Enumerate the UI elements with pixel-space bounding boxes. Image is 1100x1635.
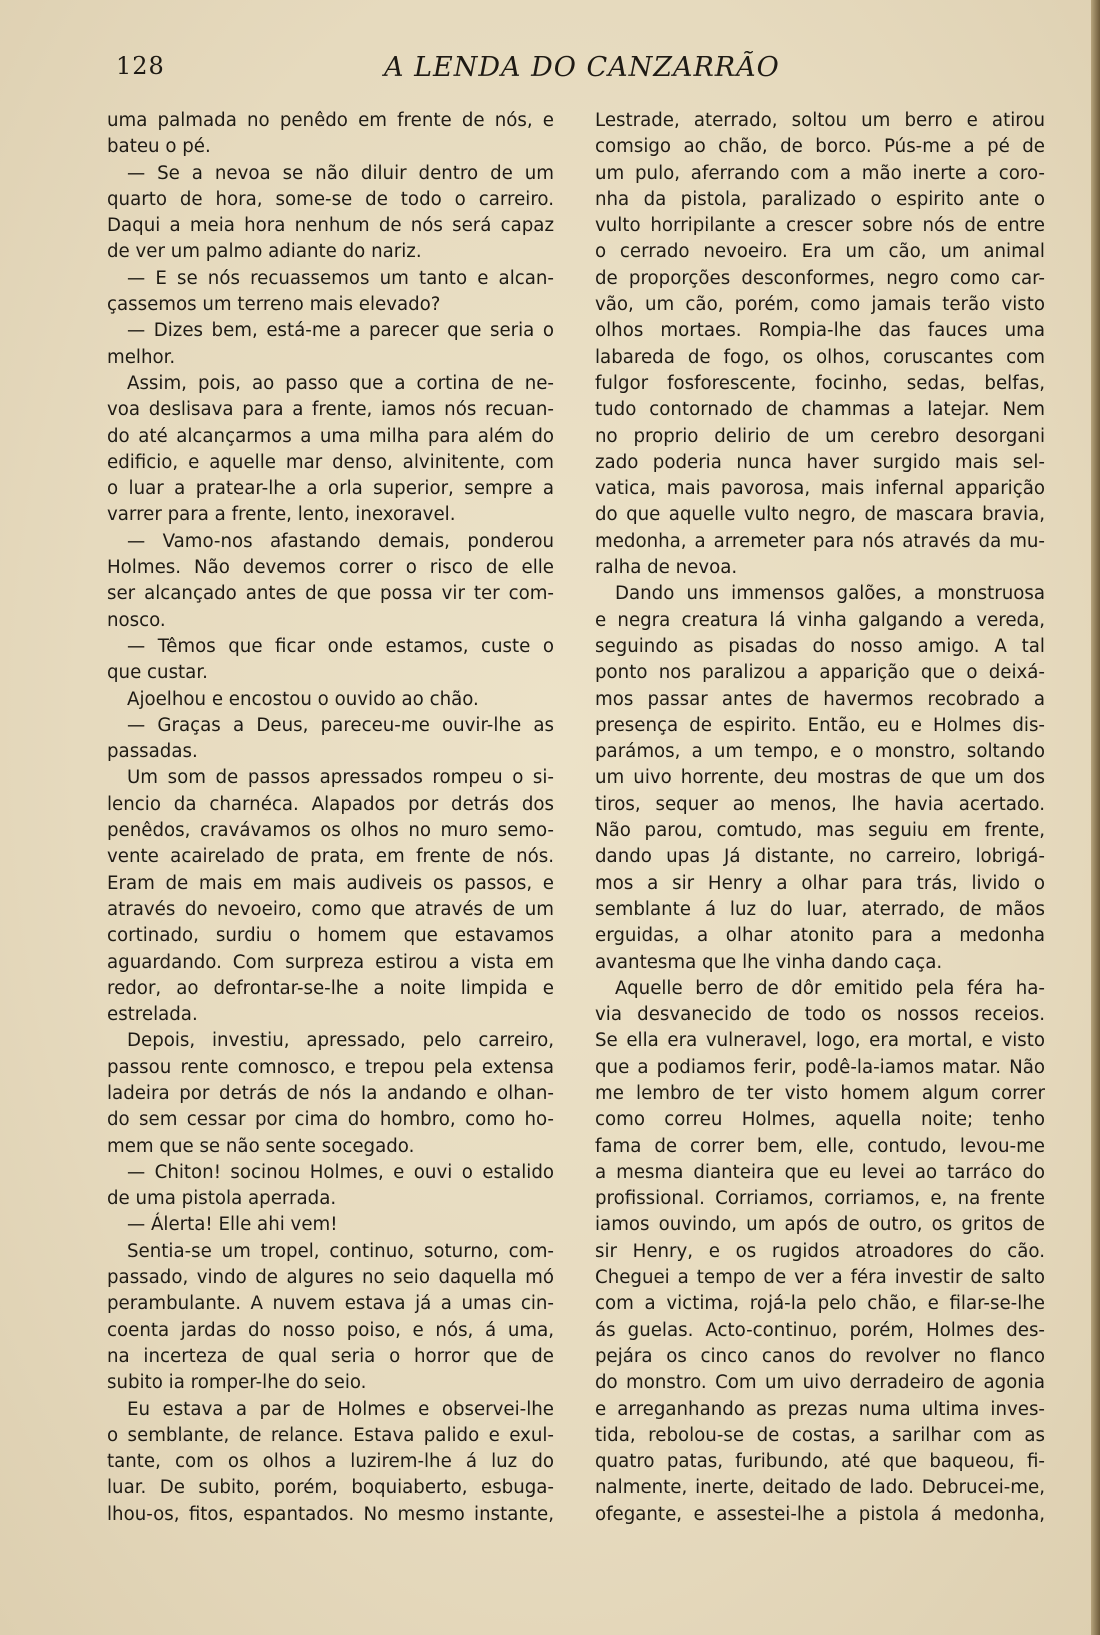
text-line: melhor. xyxy=(107,346,176,368)
text-line: nalmente, inerte, deitado de lado. Debrucei-me, xyxy=(595,1477,1045,1499)
text-line: voa deslisava para a frente, iamos nós recuan- xyxy=(107,399,554,421)
text-line: comsigo ao chão, de borco. Pús-me a pé de xyxy=(595,136,1045,158)
text-line: nha da pistola, paralizado o espirito ante o xyxy=(595,188,1045,210)
text-line: cortinado, surdiu o homem que estavamos xyxy=(107,925,554,947)
page-number: 128 xyxy=(116,52,165,80)
text-line: ponto nos paralizou a apparição que o deixá- xyxy=(595,662,1045,684)
text-column-right xyxy=(595,108,1045,1528)
text-line: vatica, mais pavorosa, mais infernal apparição xyxy=(595,478,1045,500)
page-header xyxy=(0,50,1100,90)
text-line: — Chiton! socinou Holmes, e ouvi o estalido xyxy=(127,1161,554,1183)
text-line: como correu Holmes, aquella noite; tenho xyxy=(595,1109,1045,1131)
text-line: ser alcançado antes de que possa vir ter com- xyxy=(107,583,554,605)
text-line: lhou-os, fitos, espantados. No mesmo instante, xyxy=(107,1503,554,1525)
text-line: Ajoelhou e encostou o ouvido ao chão. xyxy=(127,688,479,710)
text-line: do que aquelle vulto negro, de mascara bravia, xyxy=(595,504,1045,526)
text-line: me lembro de ter visto homem algum correr xyxy=(595,1082,1045,1104)
text-line: pejára os cinco canos do revolver no flanco xyxy=(595,1345,1045,1367)
text-line: parámos, a um tempo, e o monstro, soltando xyxy=(595,741,1045,763)
text-line: e negra creatura lá vinha galgando a vereda, xyxy=(595,609,1045,631)
text-line: tiros, sequer ao menos, lhe havia acertado. xyxy=(595,793,1045,815)
text-line: de uma pistola aperrada. xyxy=(107,1188,337,1210)
text-line: dando upas Já distante, no carreiro, lobrigá- xyxy=(595,846,1045,868)
text-line: estrelada. xyxy=(107,1004,198,1026)
text-line: — Vamo-nos afastando demais, ponderou xyxy=(127,530,554,552)
text-line: do até alcançarmos a uma milha para além do xyxy=(107,425,554,447)
text-line: nosco. xyxy=(107,609,166,631)
text-line: tida, rebolou-se de costas, a sarilhar com as xyxy=(595,1424,1045,1446)
text-line: de ver um palmo adiante do nariz. xyxy=(107,241,422,263)
text-line: coenta jardas do nosso poiso, e nós, á uma, xyxy=(107,1319,554,1341)
text-line: — Se a nevoa se não diluir dentro de um xyxy=(127,162,554,184)
text-line: uma palmada no penêdo em frente de nós, e xyxy=(107,110,554,131)
text-line: e arreganhando as prezas numa ultima inves- xyxy=(595,1398,1045,1420)
text-line: quarto de hora, some-se de todo o carreiro. xyxy=(107,188,554,210)
text-line: mos a sir Henry a olhar para trás, livido o xyxy=(595,872,1045,894)
text-line: subito ia romper-lhe do seio. xyxy=(107,1372,367,1394)
text-line: ás guelas. Acto-continuo, porém, Holmes des- xyxy=(595,1319,1045,1341)
text-line: presença de espirito. Então, eu e Holmes dis- xyxy=(595,714,1045,736)
text-line: ofegante, e assestei-lhe a pistola á medonha, xyxy=(595,1503,1045,1525)
text-line: Lestrade, aterrado, soltou um berro e atirou xyxy=(595,110,1045,131)
text-line: erguidas, a olhar atonito para a medonha xyxy=(595,925,1045,947)
text-line: com a victima, rojá-la pelo chão, e filar-se-lhe xyxy=(595,1293,1045,1315)
text-line: penêdos, cravávamos os olhos no muro semo- xyxy=(107,820,554,842)
text-line: perambulante. A nuvem estava já a umas cin- xyxy=(107,1293,554,1315)
text-line: Holmes. Não devemos correr o risco de elle xyxy=(107,557,554,579)
text-line: — Têmos que ficar onde estamos, custe o xyxy=(127,635,554,657)
text-line: luar. De subito, porém, boquiaberto, esbuga- xyxy=(107,1477,554,1499)
text-line: — E se nós recuassemos um tanto e alcan- xyxy=(127,267,554,289)
text-line: medonha, a arremeter para nós através da mu- xyxy=(595,530,1045,552)
text-line: a mesma dianteira que eu levei ao tarráco do xyxy=(595,1161,1045,1183)
text-line: que a podiamos ferir, podê-la-iamos matar. Não xyxy=(595,1056,1045,1078)
text-line: um pulo, aferrando com a mão inerte a coro- xyxy=(595,162,1045,184)
text-line: Sentia-se um tropel, continuo, soturno, com- xyxy=(127,1240,554,1262)
text-line: bateu o pé. xyxy=(107,136,211,158)
text-line: labareda de fogo, os olhos, coruscantes com xyxy=(595,346,1045,368)
text-line: seguindo as pisadas do nosso amigo. A tal xyxy=(595,635,1045,657)
text-line: — Álerta! Elle ahi vem! xyxy=(127,1214,338,1236)
text-line: Se ella era vulneravel, logo, era mortal, e visto xyxy=(595,1030,1045,1052)
text-line: passou rente comnosco, e trepou pela extensa xyxy=(107,1056,554,1078)
text-line: Dando uns immensos galões, a monstruosa xyxy=(615,583,1045,605)
text-line: lencio da charnéca. Alapados por detrás dos xyxy=(107,793,554,815)
text-line: Não parou, comtudo, mas seguiu em frente, xyxy=(595,820,1045,842)
text-line: vão, um cão, porém, como jamais terão visto xyxy=(595,294,1045,316)
text-line: redor, ao defrontar-se-lhe a noite limpida e xyxy=(107,977,554,999)
text-line: zado poderia nunca haver surgido mais sel- xyxy=(595,451,1045,473)
text-line: — Graças a Deus, pareceu-me ouvir-lhe as xyxy=(127,714,554,736)
text-line: olhos mortaes. Rompia-lhe das fauces uma xyxy=(595,320,1045,342)
text-line: Assim, pois, ao passo que a cortina de ne- xyxy=(127,372,554,394)
text-line: aguardando. Com surpreza estirou a vista em xyxy=(107,951,554,973)
page-edge xyxy=(1091,0,1100,1635)
text-line: o luar a pratear-lhe a orla superior, sempre a xyxy=(107,478,554,500)
text-line: tudo contornado de chammas a latejar. Nem xyxy=(595,399,1045,421)
text-line: de proporções desconformes, negro como car- xyxy=(595,267,1045,289)
text-line: Um som de passos apressados rompeu o si- xyxy=(127,767,554,789)
text-line: o cerrado nevoeiro. Era um cão, um animal xyxy=(595,241,1045,263)
text-line: vente acairelado de prata, em frente de nós. xyxy=(107,846,554,868)
text-line: Cheguei a tempo de ver a féra investir de salto xyxy=(595,1267,1045,1289)
text-line: tante, com os olhos a luzirem-lhe á luz do xyxy=(107,1451,554,1473)
text-line: passado, vindo de algures no seio daquella mó xyxy=(107,1267,554,1289)
text-line: do sem cessar por cima do hombro, como ho- xyxy=(107,1109,554,1131)
text-line: mos passar antes de havermos recobrado a xyxy=(595,688,1045,710)
text-line: semblante á luz do luar, aterrado, de mãos xyxy=(595,898,1045,920)
text-line: ladeira por detrás de nós Ia andando e olhan- xyxy=(107,1082,554,1104)
text-line: fulgor fosforescente, focinho, sedas, belfas, xyxy=(595,372,1045,394)
text-line: profissional. Corriamos, corriamos, e, na frente xyxy=(595,1188,1045,1210)
text-line: Eu estava a par de Holmes e observei-lhe xyxy=(127,1398,554,1420)
text-line: varrer para a frente, lento, inexoravel. xyxy=(107,504,456,526)
text-line: o semblante, de relance. Estava palido e exul- xyxy=(107,1424,554,1446)
text-line: passadas. xyxy=(107,741,198,763)
running-title: A LENDA DO CANZARRÃO xyxy=(384,52,780,83)
text-line: via desvanecido de todo os nossos receios. xyxy=(595,1004,1045,1026)
text-line: Daqui a meia hora nenhum de nós será capaz xyxy=(107,215,554,237)
text-line: através do nevoeiro, como que através de um xyxy=(107,898,554,920)
text-line: ralha de nevoa. xyxy=(595,557,738,579)
text-line: vulto horripilante a crescer sobre nós de entre xyxy=(595,215,1045,237)
text-line: edificio, e aquelle mar denso, alvinitente, com xyxy=(107,451,554,473)
text-line: iamos ouvindo, um após de outro, os gritos de xyxy=(595,1214,1045,1236)
text-line: quatro patas, furibundo, até que baqueou, fi- xyxy=(595,1451,1045,1473)
text-line: na incerteza de qual seria o horror que de xyxy=(107,1345,554,1367)
text-column-left xyxy=(107,108,554,1528)
text-line: Depois, investiu, apressado, pelo carreiro, xyxy=(127,1030,554,1052)
text-line: — Dizes bem, está-me a parecer que seria o xyxy=(127,320,554,342)
text-line: um uivo horrente, deu mostras de que um dos xyxy=(595,767,1045,789)
text-line: avantesma que lhe vinha dando caça. xyxy=(595,951,943,973)
text-line: no proprio delirio de um cerebro desorgani xyxy=(595,425,1045,447)
text-line: sir Henry, e os rugidos atroadores do cão. xyxy=(595,1240,1045,1262)
text-line: do monstro. Com um uivo derradeiro de agonia xyxy=(595,1372,1045,1394)
text-line: que custar. xyxy=(107,662,208,684)
text-line: fama de correr bem, elle, contudo, levou-me xyxy=(595,1135,1045,1157)
text-line: Aquelle berro de dôr emitido pela féra ha- xyxy=(615,977,1045,999)
text-line: Eram de mais em mais audiveis os passos, e xyxy=(107,872,554,894)
text-line: mem que se não sente socegado. xyxy=(107,1135,415,1157)
text-line: çassemos um terreno mais elevado? xyxy=(107,294,441,316)
